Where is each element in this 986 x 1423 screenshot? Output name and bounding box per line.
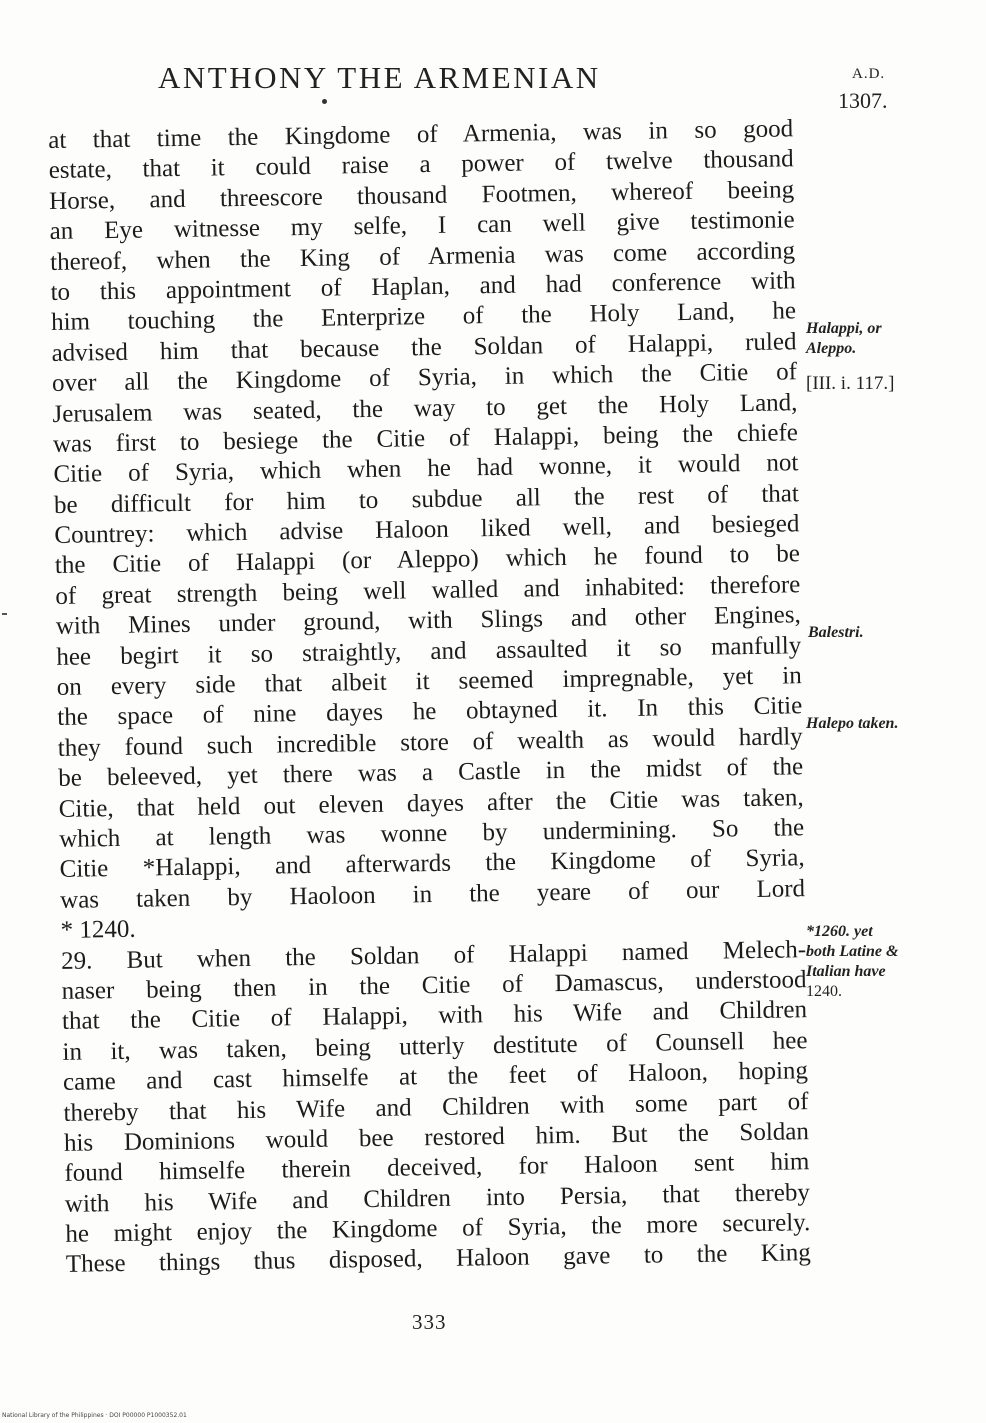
body-line: his Dominions would bee restored him. But the Soldan — [63, 1118, 810, 1157]
body-line: an Eye witnesse my selfe, I can well give testimonie — [49, 206, 795, 246]
margin-note-line: Aleppo. — [806, 340, 857, 357]
body-line: in it, was taken, being utterly destitute of Counsell hee — [62, 1026, 808, 1066]
decorative-dot — [322, 99, 327, 104]
body-line: was first to besiege the Citie of Halappi, being the chiefe — [52, 419, 799, 458]
margin-note-halappi — [806, 319, 882, 359]
body-line: was taken by Haoloon in the yeare of our Lord — [59, 874, 806, 914]
margin-note-balestri: Balestri. — [808, 624, 864, 641]
body-line: the space of nine dayes he obtayned it. In this Citie — [57, 692, 803, 732]
margin-note-line: 1240. — [806, 983, 842, 1000]
body-line: with his Wife and Children into Persia, that thereby — [64, 1178, 811, 1218]
margin-note-halepo-taken: Halepo taken. — [806, 715, 899, 732]
body-line: to this appointment of Haplan, and had conference with — [50, 267, 796, 306]
body-line: Citie, that held out eleven dayes after the Citie was taken, — [58, 783, 804, 823]
body-line: naser being then in the Citie of Damascus, understood — [61, 966, 807, 1005]
margin-note-line: *1260. yet — [806, 923, 873, 940]
page-number: 333 — [412, 1310, 447, 1334]
body-line: Countrey: which advise Haloon liked well, and besieged — [54, 510, 800, 550]
body-line: with Mines under ground, with Slings and other Engines, — [55, 601, 801, 641]
footer-credit: National Library of the Philippines · DOI P00000 P1000352.01 — [2, 1412, 187, 1419]
body-line: came and cast himselfe at the feet of Haloon, hoping — [62, 1057, 809, 1096]
body-line: of great strength being well walled and inhabited: therefore — [55, 571, 801, 610]
body-line: at that time the Kingdome of Armenia, was in so good — [48, 115, 794, 154]
body-line: Horse, and threescore thousand Footmen, whereof beeing — [48, 176, 795, 215]
body-line: These things thus disposed, Haloon gave to the King — [65, 1239, 812, 1279]
margin-note-date — [806, 922, 898, 1002]
body-line: estate, that it could raise a power of twelve thousand — [48, 145, 794, 185]
body-line: that the Citie of Halappi, with his Wife and Children — [61, 996, 808, 1036]
body-line: * 1240. — [60, 915, 136, 945]
running-head-title: ANTHONY THE ARMENIAN — [158, 60, 601, 95]
era-label: A.D. — [852, 66, 886, 82]
body-line: he might enjoy the Kingdome of Syria, the more securely. — [65, 1209, 811, 1248]
body-line: be beleeved, yet there was a Castle in the midst of the — [58, 753, 804, 793]
body-line: him touching the Enterprize of the Holy Land, he — [50, 297, 797, 337]
body-line: found himselfe therein deceived, for Haloon sent him — [64, 1148, 810, 1188]
margin-note-line: Italian have — [806, 963, 886, 980]
edge-mark — [2, 613, 7, 615]
margin-note-line: both Latine & — [806, 943, 899, 960]
margin-note-reference: [III. i. 117.] — [806, 373, 895, 394]
margin-note-line: Halappi, or — [806, 320, 882, 337]
body-line: Jerusalem was seated, the way to get the Holy Land, — [52, 388, 798, 428]
body-text — [48, 114, 811, 1280]
body-line: thereof, when the King of Armenia was come according — [49, 236, 796, 276]
body-line: be difficult for him to subdue all the rest of that — [53, 479, 800, 519]
body-line: the Citie of Halappi (or Aleppo) which he found to be — [54, 540, 801, 580]
body-line: on every side that albeit it seemed impregnable, yet in — [56, 662, 802, 701]
body-line: Citie *Halappi, and afterwards the Kingdome of Syria, — [59, 844, 805, 884]
body-line: over all the Kingdome of Syria, in which the Citie of — [51, 358, 798, 398]
body-line: hee begirt it so straightly, and assaulted it so manfully — [56, 631, 802, 671]
body-line: Citie of Syria, which when he had wonne, it would not — [53, 449, 799, 489]
body-line: which at length was wonne by undermining. So the — [58, 814, 805, 853]
body-line: thereby that his Wife and Children with some part of — [63, 1087, 809, 1127]
body-line: they found such incredible store of wealth as would hardly — [57, 723, 803, 762]
body-line: advised him that because the Soldan of Halappi, ruled — [51, 328, 797, 367]
era-year: 1307. — [838, 88, 888, 113]
body-line: 29. But when the Soldan of Halappi named Melech- — [60, 935, 807, 975]
